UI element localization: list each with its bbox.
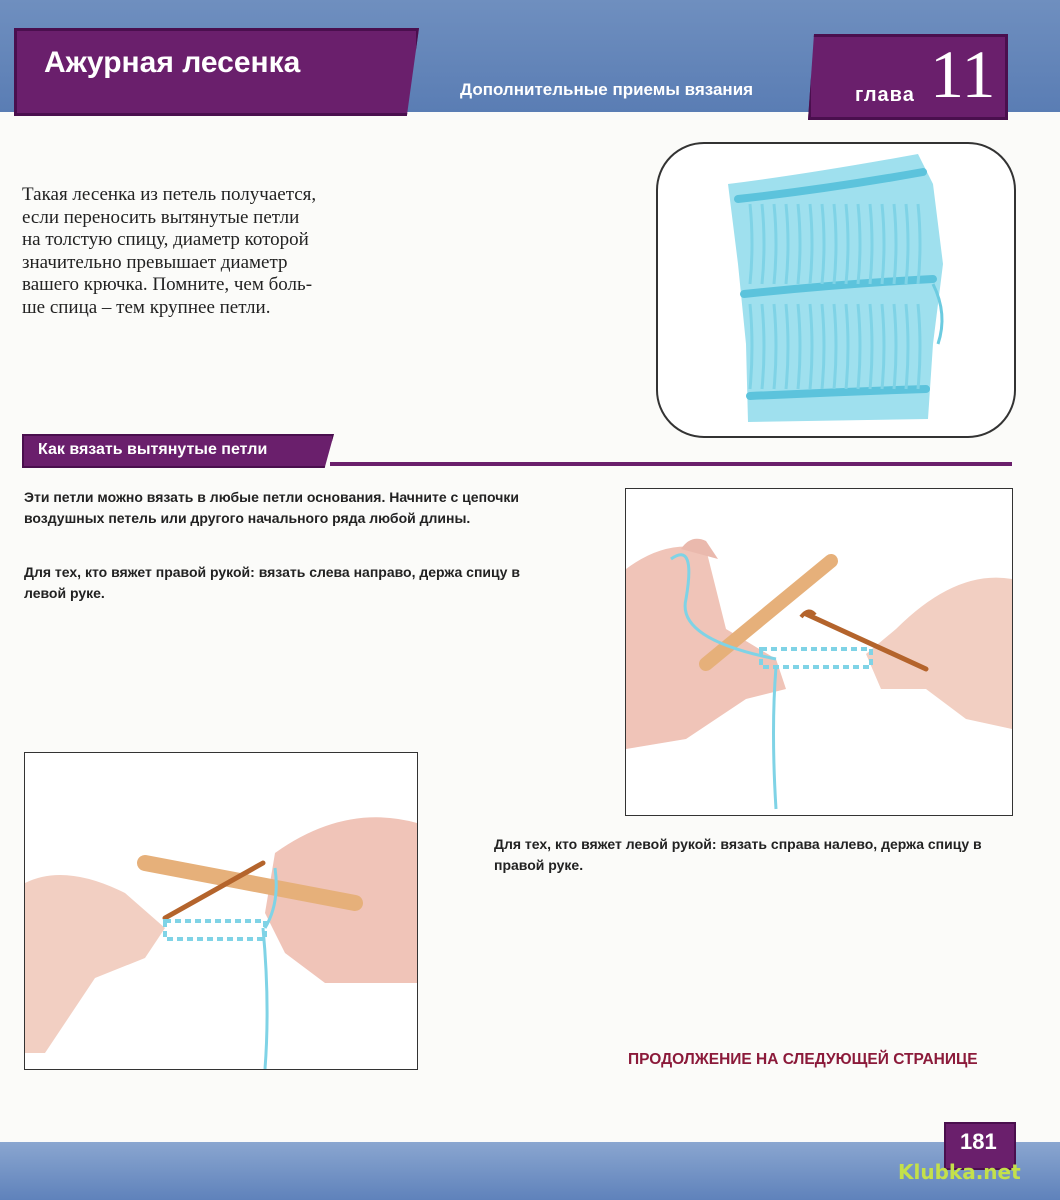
section-heading: Как вязать вытянутые петли bbox=[38, 441, 268, 458]
continue-note: ПРОДОЛЖЕНИЕ НА СЛЕДУЮЩЕЙ СТРАНИЦЕ bbox=[628, 1051, 978, 1068]
intro-paragraph: Такая лесенка из петель получается, если переносить вытянутые петли на толстую спицу, диаметр которой значительно превышает диаметр вашего крючка. Помните, чем боль- ше спица – тем крупнее петли. bbox=[22, 184, 317, 318]
page-title: Ажурная лесенка bbox=[44, 46, 301, 79]
lace-ladder-swatch-image bbox=[658, 144, 1014, 436]
swatch-photo bbox=[656, 142, 1016, 438]
page-number: 181 bbox=[960, 1129, 997, 1154]
instruction-paragraph-1: Эти петли можно вязать в любые петли основания. Начните с цепочки воздушных петель или другого начального ряда любой длины. bbox=[24, 489, 519, 526]
watermark: Klubka.net bbox=[898, 1160, 1021, 1184]
section-divider bbox=[330, 462, 1012, 466]
right-hand-photo bbox=[625, 488, 1013, 816]
left-hand-photo bbox=[24, 752, 418, 1070]
right-hand-technique-image bbox=[626, 489, 1012, 815]
section-subtitle: Дополнительные приемы вязания bbox=[460, 80, 754, 99]
right-hand-instruction: Для тех, кто вяжет правой рукой: вязать слева направо, держа спицу в левой руке. bbox=[24, 564, 520, 601]
chapter-label: глава bbox=[855, 84, 915, 106]
left-hand-instruction: Для тех, кто вяжет левой рукой: вязать справа налево, держа спицу в правой руке. bbox=[494, 836, 982, 873]
chapter-number: 11 bbox=[930, 36, 996, 112]
left-hand-technique-image bbox=[25, 753, 417, 1069]
